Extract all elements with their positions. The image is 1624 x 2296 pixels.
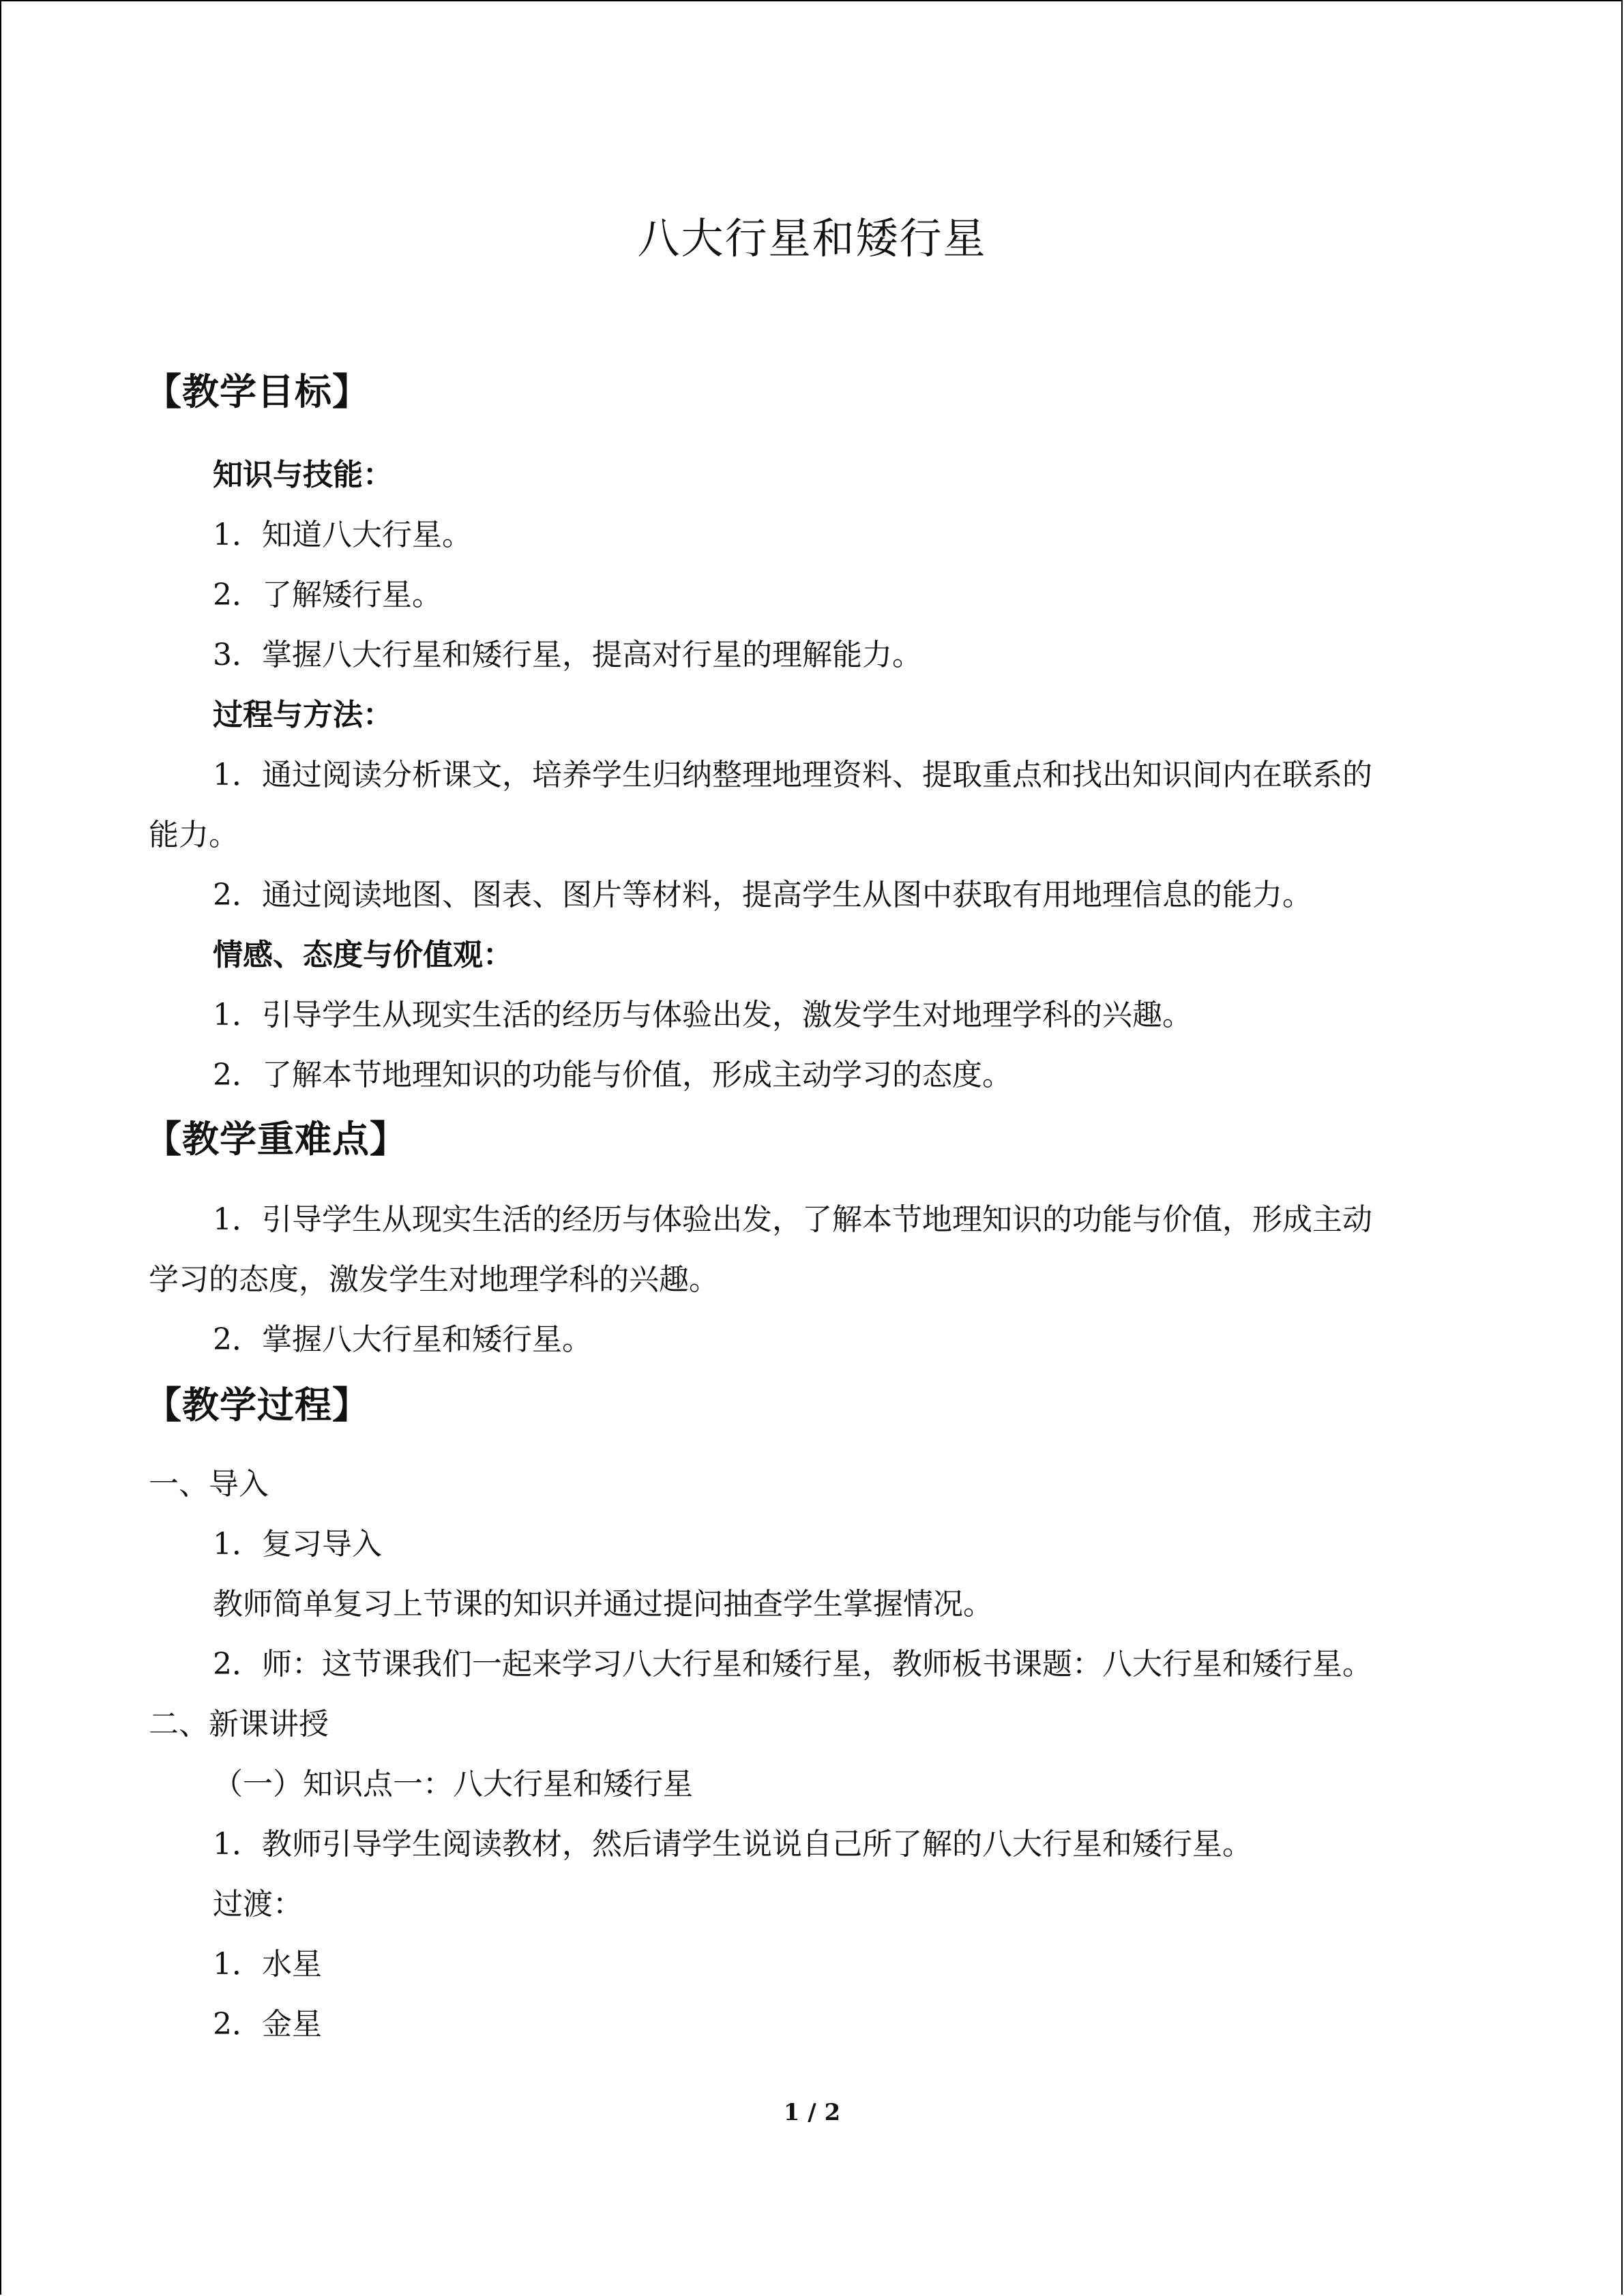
subheading-knowledge: 知识与技能：: [213, 458, 393, 492]
subheading-process-method: 过程与方法：: [213, 698, 393, 732]
page-number: 1 / 2: [783, 2099, 841, 2126]
document-title: 八大行星和矮行星: [637, 213, 987, 263]
list-item: 2．金星: [213, 2007, 322, 2042]
list-item: 1．水星: [213, 1947, 322, 1982]
list-item: 1．复习导入: [213, 1527, 382, 1562]
list-item-continuation: 能力。: [149, 818, 239, 852]
list-item: 1．教师引导学生阅读教材，然后请学生说说自己所了解的八大行星和矮行星。: [213, 1827, 1252, 1862]
knowledge-point-heading: （一）知识点一：八大行星和矮行星: [213, 1767, 693, 1802]
subheading-emotion: 情感、态度与价值观：: [213, 938, 513, 972]
part-heading-intro: 一、导入: [149, 1467, 269, 1502]
list-item: 2．通过阅读地图、图表、图片等材料，提高学生从图中获取有用地理信息的能力。: [213, 878, 1312, 912]
list-item-continuation: 学习的态度，激发学生对地理学科的兴趣。: [149, 1262, 719, 1297]
list-item: 教师简单复习上节课的知识并通过提问抽查学生掌握情况。: [213, 1587, 993, 1622]
list-item: 2．了解本节地理知识的功能与价值，形成主动学习的态度。: [213, 1058, 1012, 1092]
list-item: 1．知道八大行星。: [213, 518, 472, 552]
list-item: 2．掌握八大行星和矮行星。: [213, 1322, 592, 1357]
part-heading-new-lesson: 二、新课讲授: [149, 1707, 329, 1742]
list-item: 1．引导学生从现实生活的经历与体验出发，激发学生对地理学科的兴趣。: [213, 998, 1192, 1032]
list-item: 1．通过阅读分析课文，培养学生归纳整理地理资料、提取重点和找出知识间内在联系的: [213, 758, 1372, 792]
list-item: 2．师：这节课我们一起来学习八大行星和矮行星，教师板书课题：八大行星和矮行星。: [213, 1647, 1372, 1682]
section-heading-process: 【教学过程】: [145, 1383, 370, 1427]
list-item: 3．掌握八大行星和矮行星，提高对行星的理解能力。: [213, 638, 922, 672]
list-item: 过渡：: [213, 1887, 303, 1922]
list-item: 2．了解矮行星。: [213, 578, 442, 612]
list-item: 1．引导学生从现实生活的经历与体验出发，了解本节地理知识的功能与价值，形成主动: [213, 1202, 1372, 1237]
section-heading-key-points: 【教学重难点】: [145, 1117, 407, 1161]
section-heading-goals: 【教学目标】: [145, 370, 370, 413]
